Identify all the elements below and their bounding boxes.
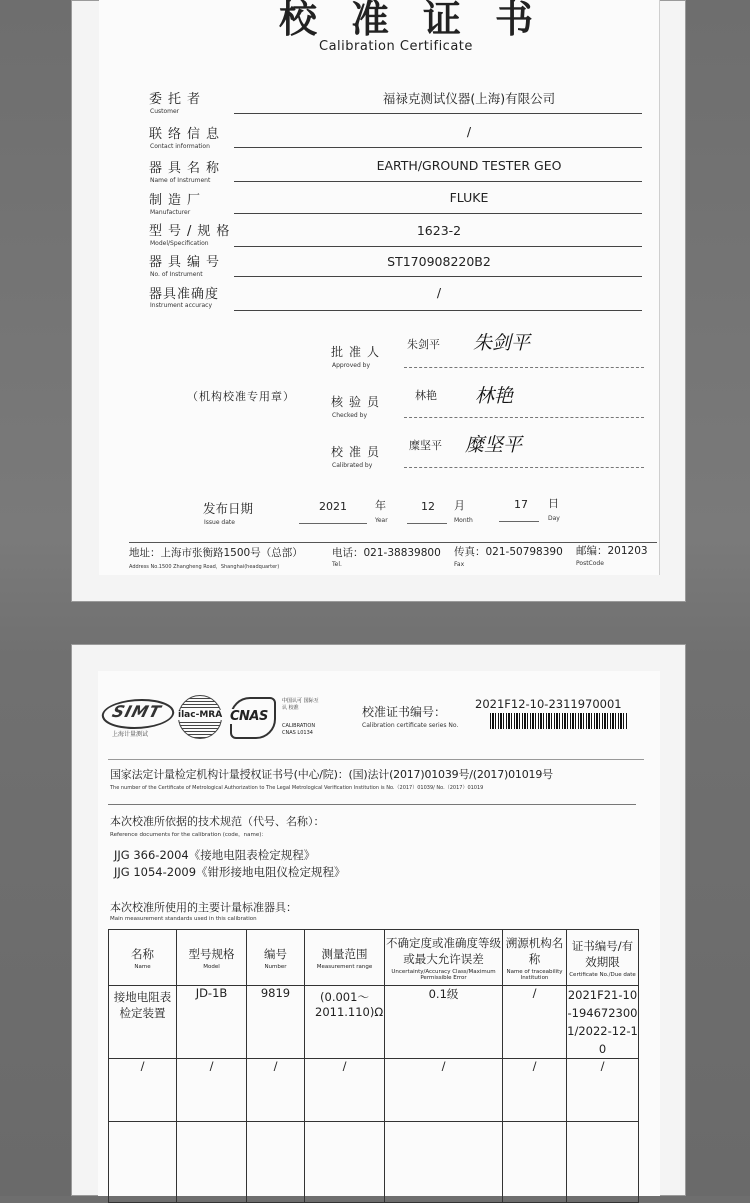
- references-heading: 本次校准所依据的技术规范（代号、名称）：: [110, 815, 325, 828]
- table-cell: 9819: [247, 986, 305, 1059]
- year-label-cn: 年: [375, 499, 386, 512]
- table-row: [109, 986, 639, 1059]
- seal-placeholder: （机构校准专用章）: [187, 390, 295, 403]
- column-header: 证书编号/有效期限 Certificate No./Due date: [567, 930, 639, 986]
- cnas-en-text: CALIBRATION: [282, 723, 316, 729]
- signature-role: 校准员: [331, 445, 386, 459]
- cnas-logo: [230, 697, 276, 739]
- footer-postcode: 邮编：201203: [576, 545, 648, 557]
- issue-day: 17: [514, 498, 528, 511]
- field-label-en: Model/Specification: [150, 240, 209, 247]
- field-label: 器具名称: [149, 161, 226, 176]
- column-header: 不确定度或准确度等级或最大允许误差 Uncertainty/Accuracy Class/Maximum Permissible Error: [385, 930, 503, 986]
- cnas-cn-text: 中国认可 国际互认 校准: [282, 698, 319, 711]
- issue-month: 12: [421, 500, 435, 513]
- certificate-title-en: Calibration Certificate: [319, 39, 473, 54]
- handwritten-signature: 林艳: [475, 385, 514, 407]
- table-cell: /: [385, 1059, 503, 1122]
- signature-role: 核验员: [331, 395, 386, 409]
- footer-phone: 电话：021-38839800: [332, 547, 441, 559]
- table-row: [109, 1059, 639, 1122]
- field-label: 器具编号: [149, 255, 226, 270]
- column-header: 型号规格 Model: [177, 930, 247, 986]
- table-cell: /: [177, 1059, 247, 1122]
- column-header: 测量范围 Measurement range: [305, 930, 385, 986]
- year-label-en: Year: [375, 517, 388, 524]
- simt-logo-text: SIMT: [110, 702, 164, 721]
- field-label: 制造厂: [149, 193, 207, 208]
- certificate-cover-page: [99, 0, 660, 575]
- table-cell: 2021F21-10-1946723001/2022-12-10: [567, 986, 639, 1059]
- field-label: 联络信息: [149, 127, 226, 142]
- table-cell: /: [305, 1059, 385, 1122]
- signature-name: 糜坚平: [409, 439, 442, 452]
- certificate-detail-card: [71, 644, 686, 1196]
- issue-year: 2021: [319, 500, 347, 513]
- reference-item: JJG 1054-2009《钳形接地电阻仪检定规程》: [114, 865, 346, 879]
- table-cell: JD-1B: [177, 986, 247, 1059]
- column-header: 编号 Number: [247, 930, 305, 986]
- cnas-number: CNAS L0134: [282, 730, 313, 736]
- table-cell: /: [567, 1059, 639, 1122]
- field-label-en: Instrument accuracy: [150, 302, 212, 309]
- field-value-serial: ST170908220B2: [387, 254, 491, 269]
- day-label-cn: 日: [548, 497, 559, 510]
- month-label-en: Month: [454, 517, 473, 524]
- signature-role-en: Checked by: [332, 412, 368, 419]
- field-label: 委托者: [149, 92, 207, 107]
- certificate-cover-card: [71, 0, 686, 602]
- authorization-text-en: The number of the Certificate of Metrological Authorization to The Legal Metrological Verification Institution is No.（2017）01039/ No.（2017）01019: [110, 785, 484, 791]
- field-value-instrument: EARTH/GROUND TESTER GEO: [376, 158, 562, 173]
- month-label-cn: 月: [454, 499, 465, 512]
- series-label: 校准证书编号：: [362, 705, 447, 719]
- signature-role-en: Calibrated by: [332, 462, 373, 469]
- reference-item: JJG 366-2004《接地电阻表检定规程》: [114, 848, 316, 862]
- field-label: 型号/规格: [149, 224, 236, 239]
- standards-heading: 本次校准所使用的主要计量标准器具：: [110, 901, 297, 914]
- table-cell: 0.1级: [385, 986, 503, 1059]
- barcode: [490, 713, 628, 729]
- footer-address-en: Address No.1500 Zhangheng Road，Shanghai(headquarter): [129, 564, 280, 570]
- handwritten-signature: 朱剑平: [473, 332, 531, 354]
- series-label-en: Calibration certificate series No.: [362, 722, 459, 729]
- footer-phone-en: Tel.: [332, 561, 342, 568]
- cnas-logo-text: CNAS: [230, 709, 268, 724]
- table-cell: /: [247, 1059, 305, 1122]
- certificate-title-cn: 校准证书: [279, 0, 568, 41]
- day-label-en: Day: [548, 515, 560, 522]
- handwritten-signature: 糜坚平: [465, 434, 523, 456]
- field-label-en: Manufacturer: [150, 209, 191, 216]
- references-heading-en: Reference documents for the calibration (code，name)：: [110, 832, 267, 838]
- footer-fax-en: Fax: [454, 561, 465, 568]
- authorization-text: 国家法定计量检定机构计量授权证书号(中心/院)：(国)法计(2017)01039号/(2017)01019号: [110, 768, 553, 781]
- field-value-model: 1623-2: [416, 223, 462, 238]
- field-value-accuracy: /: [436, 285, 442, 300]
- issue-date-label-en: Issue date: [204, 519, 235, 526]
- field-label-en: Name of Instrument: [150, 177, 211, 184]
- signature-role-en: Approved by: [332, 362, 371, 369]
- table-cell: /: [503, 986, 567, 1059]
- table-cell: /: [109, 1059, 177, 1122]
- field-label-en: Contact information: [150, 143, 210, 150]
- footer-address: 地址：上海市张衡路1500号（总部）: [129, 547, 303, 559]
- table-cell: (0.001～2011.110)Ω: [305, 986, 385, 1059]
- field-label: 器具准确度: [149, 287, 220, 302]
- ilac-logo-text: ilac-MRA: [178, 710, 223, 720]
- table-cell: 接地电阻表检定装置: [109, 986, 177, 1059]
- signature-role: 批准人: [331, 345, 386, 359]
- field-value-manufacturer: FLUKE: [449, 190, 489, 205]
- simt-logo: [98, 699, 178, 729]
- field-value-contact: /: [466, 124, 472, 139]
- footer-fax: 传真：021-50798390: [454, 546, 563, 558]
- field-value-customer: 福禄克测试仪器(上海)有限公司: [382, 91, 556, 106]
- field-label-en: No. of Instrument: [150, 271, 203, 278]
- standards-heading-en: Main measurement standards used in this calibration: [110, 916, 257, 922]
- table-header-row: [109, 930, 639, 986]
- column-header: 溯源机构名称 Name of traceability Institution: [503, 930, 567, 986]
- simt-logo-subtext: 上海计量测试: [112, 731, 149, 738]
- table-row: [109, 1122, 639, 1203]
- issue-date-label: 发布日期: [203, 501, 254, 516]
- ilac-mra-logo: [178, 695, 222, 739]
- signature-name: 林艳: [415, 389, 437, 402]
- column-header: 名称 Name: [109, 930, 177, 986]
- standards-table: [108, 929, 639, 1203]
- certificate-detail-page: [98, 671, 660, 1196]
- footer-postcode-en: PostCode: [576, 560, 604, 567]
- field-label-en: Customer: [150, 108, 180, 115]
- table-cell: /: [503, 1059, 567, 1122]
- series-number: 2021F12-10-2311970001: [475, 697, 622, 711]
- signature-name: 朱剑平: [407, 338, 440, 351]
